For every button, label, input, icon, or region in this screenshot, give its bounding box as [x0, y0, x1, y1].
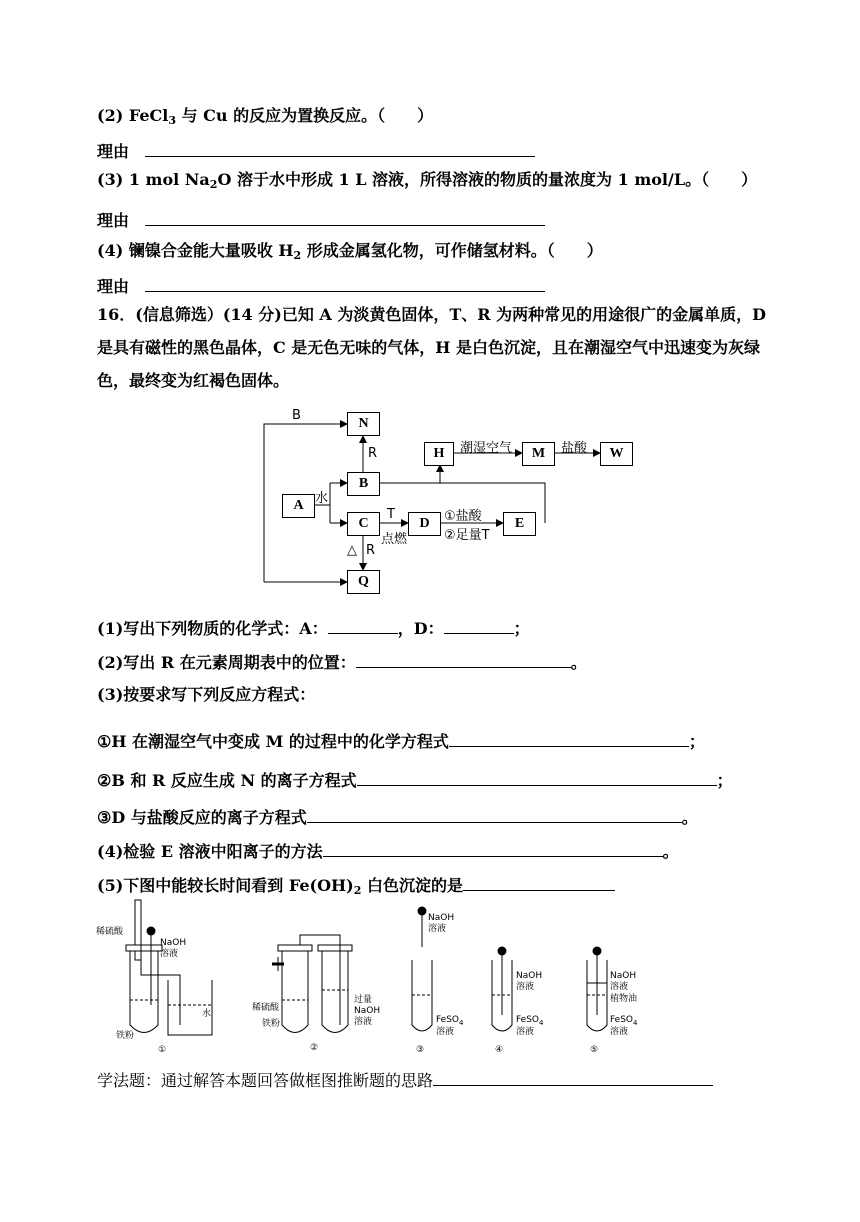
apparatus-drawings: [110, 895, 650, 1060]
answer-blank[interactable]: [449, 730, 689, 747]
reason-line-4: 理由: [97, 275, 545, 297]
figure-number-1: ①: [158, 1045, 167, 1055]
answer-blank[interactable]: [463, 874, 615, 891]
figure-number-2: ②: [310, 1043, 319, 1053]
part-4: (4)检验 E 溶液中阳离子的方法 。: [97, 842, 679, 861]
label-water: 水: [202, 1009, 212, 1019]
answer-blank[interactable]: [307, 806, 682, 823]
label-naoh: NaOH: [516, 971, 543, 981]
label-step1: ①盐酸: [444, 509, 482, 524]
label-solution: 溶液: [354, 1017, 373, 1027]
label-naoh: NaOH: [160, 938, 187, 948]
label-solution: 溶液: [428, 924, 447, 934]
question-4: (4) 镧镍合金能大量吸收 $H_2$ 形成金属氢化物，可作储氢材料。（ ）: [97, 241, 603, 262]
label-naoh: NaOH: [354, 1006, 381, 1016]
part-3-3: ③D 与盐酸反应的离子方程式 。: [97, 808, 698, 827]
label-humid-air: 潮湿空气: [460, 441, 513, 456]
box-q: Q: [347, 570, 380, 594]
answer-blank-d[interactable]: [444, 617, 514, 634]
label-feso4: FeSO$_4$: [610, 1015, 638, 1027]
answer-blank[interactable]: [356, 651, 571, 668]
label-r2: R: [366, 543, 376, 558]
part-1: (1)写出下列物质的化学式：A： ，D： ；: [97, 619, 530, 638]
part-3: (3)按要求写下列反应方程式：: [97, 685, 316, 704]
label-feso4: FeSO$_4$: [436, 1015, 464, 1027]
label-iron-powder: 铁粉: [116, 1031, 135, 1041]
box-d: D: [408, 512, 441, 536]
box-m: M: [522, 442, 555, 466]
label-dilute-acid: 稀硫酸: [96, 927, 124, 937]
question-2: (2) FeCl$_3$ 与 Cu 的反应为置换反应。（ ）: [97, 106, 434, 127]
box-b: B: [347, 472, 380, 496]
part-2: (2)写出 R 在元素周期表中的位置： 。: [97, 653, 587, 672]
label-feso4: FeSO$_4$: [516, 1015, 544, 1027]
apparatus-figure: [96, 895, 650, 1060]
figure-number-4: ④: [495, 1045, 504, 1055]
label-solution: 溶液: [436, 1027, 455, 1037]
label-solution: 溶液: [160, 949, 179, 959]
label-naoh: NaOH: [610, 971, 637, 981]
box-e: E: [503, 512, 536, 536]
box-h: H: [424, 442, 454, 466]
box-n: N: [347, 412, 380, 436]
label-b: B: [292, 408, 301, 423]
label-r1: R: [368, 446, 378, 461]
box-c: C: [347, 512, 380, 536]
answer-blank[interactable]: [433, 1069, 713, 1086]
part-3-2: ②B 和 R 反应生成 N 的离子方程式 ；: [97, 771, 733, 790]
question-3: (3) 1 mol $Na_2O$ 溶于水中形成 1 L 溶液，所得溶液的物质的量浓度为 1 mol/L。（ ）: [97, 170, 758, 191]
label-step2: ②足量T: [444, 528, 490, 543]
label-iron-powder: 铁粉: [262, 1019, 281, 1029]
label-t: T: [387, 507, 395, 522]
answer-blank-a[interactable]: [328, 617, 398, 634]
label-ignite: 点燃: [381, 532, 408, 547]
label-solution: 溶液: [516, 982, 535, 992]
label-excess: 过量: [354, 995, 373, 1005]
label-water: 水: [315, 491, 329, 506]
label-naoh: NaOH: [428, 913, 455, 923]
label-solution: 溶液: [610, 982, 629, 992]
reason-line-2: 理由: [97, 140, 535, 162]
box-a: A: [282, 494, 315, 518]
figure-number-3: ③: [416, 1045, 425, 1055]
label-heat: △: [347, 543, 357, 558]
answer-blank[interactable]: [357, 769, 717, 786]
answer-blank[interactable]: [145, 140, 535, 157]
reason-line-3: 理由: [97, 209, 545, 231]
label-vegetable-oil: 植物油: [610, 994, 638, 1004]
label-solution: 溶液: [610, 1027, 629, 1037]
label-dilute-acid: 稀硫酸: [252, 1003, 280, 1013]
part-3-1: ①H 在潮湿空气中变成 M 的过程中的化学方程式 ；: [97, 732, 705, 751]
box-w: W: [600, 442, 633, 466]
study-method: 学法题：通过解答本题回答做框图推断题的思路: [97, 1069, 713, 1091]
question-16: 16．(信息筛选）(14 分)已知 A 为淡黄色固体，T、R 为两种常见的用途很广的金属单质，D 是具有磁性的黑色晶体，C 是无色无味的气体，H 是白色沉淀，且在潮湿空气中迅速变为灰绿色，最终变为红褐色固体。: [97, 305, 767, 390]
flowchart: [260, 410, 640, 600]
figure-number-5: ⑤: [590, 1045, 599, 1055]
label-hcl: 盐酸: [561, 441, 588, 456]
answer-blank[interactable]: [323, 840, 663, 857]
answer-blank[interactable]: [145, 275, 545, 292]
answer-blank[interactable]: [145, 209, 545, 226]
part-5: (5)下图中能较长时间看到 $Fe(OH)_2$ 白色沉淀的是: [97, 874, 615, 901]
label-solution: 溶液: [516, 1027, 535, 1037]
